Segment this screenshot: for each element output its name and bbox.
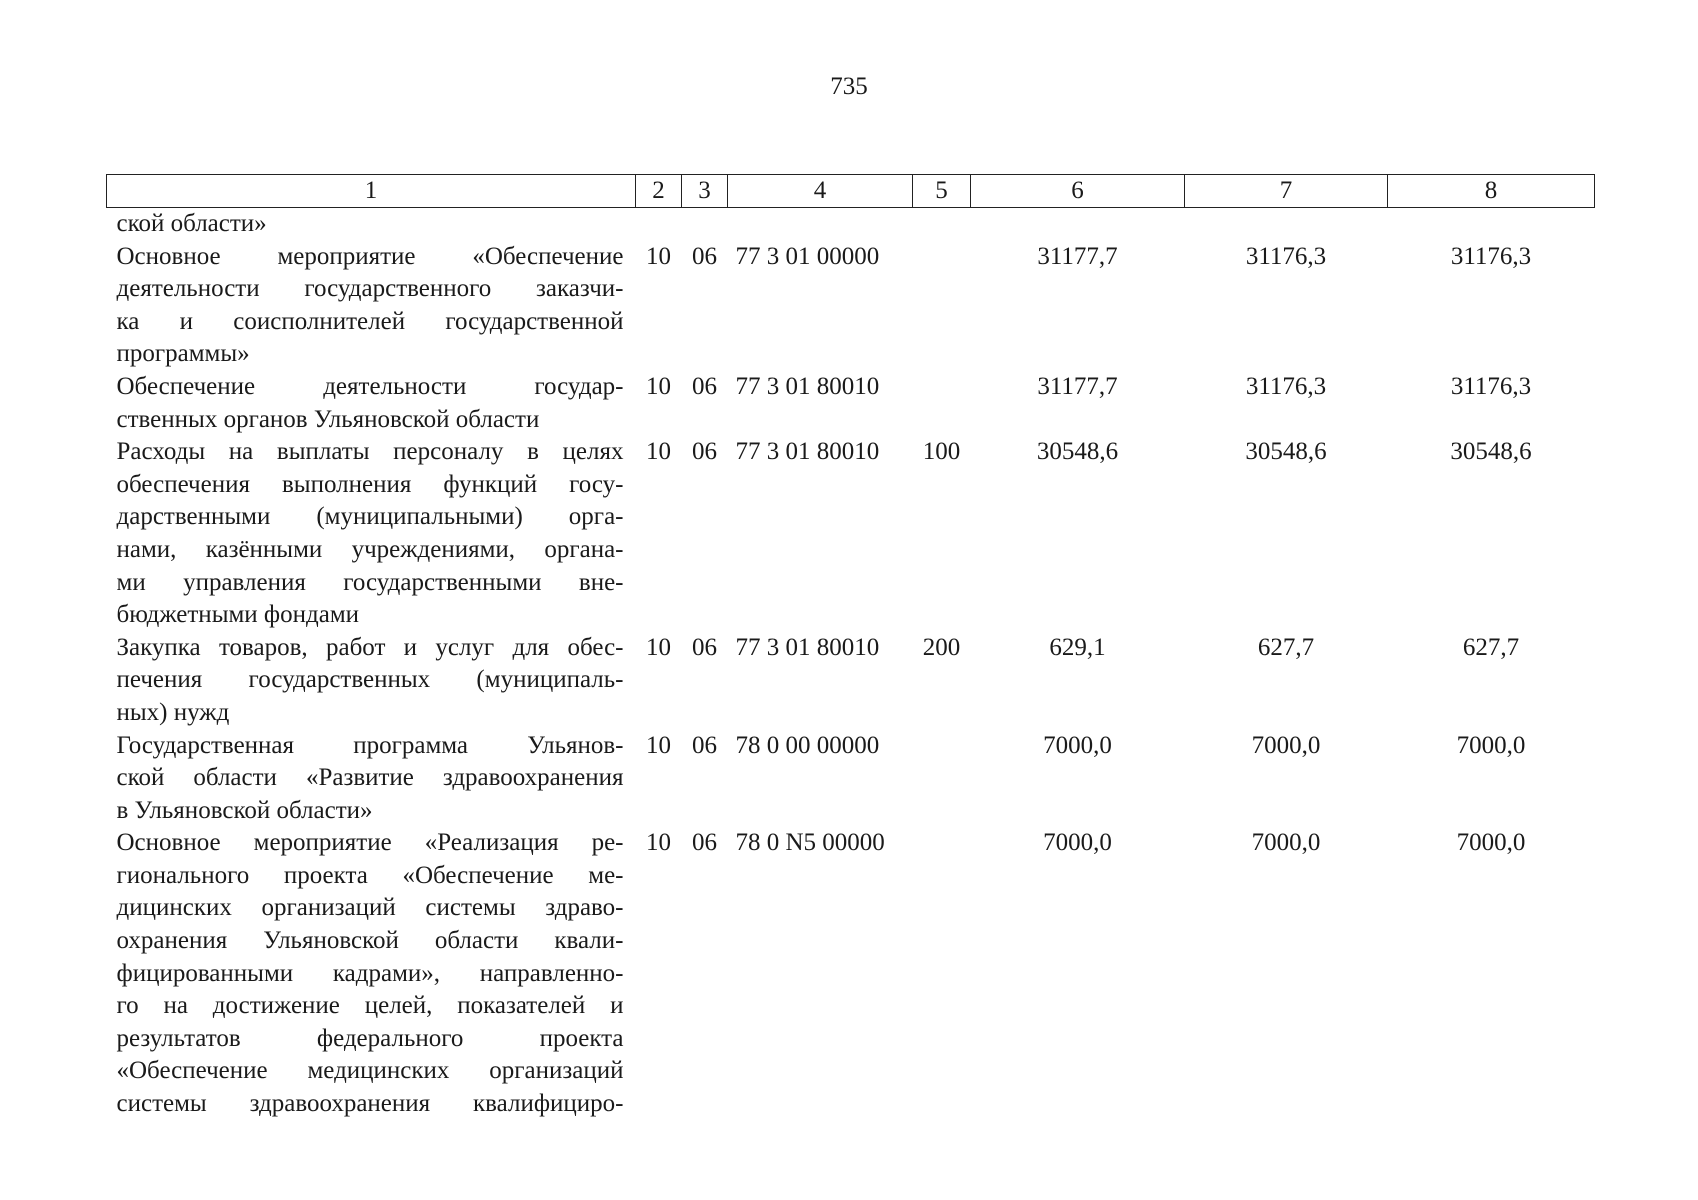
cell-section (636, 208, 682, 241)
row-name-line: деятельности государственного заказчи- (116, 275, 624, 303)
cell-subsection: 06 (692, 372, 717, 400)
cell-amount-col7: 31176,3 (1245, 372, 1327, 400)
cell-target-code: 77 3 01 00000 (735, 242, 880, 270)
cell-amount-col7: 7000,0 (1251, 731, 1321, 759)
cell-amount-col8 (1388, 208, 1595, 241)
row-name-line: Обеспечение деятельности государ- (116, 372, 624, 400)
header-col-3: 3 (682, 175, 728, 208)
table-header-row (107, 175, 1595, 208)
row-name-line: го на достижение целей, показателей и (116, 992, 624, 1020)
row-name-line: ми управления государственными вне- (116, 568, 624, 596)
header-col-5: 5 (913, 175, 971, 208)
cell-amount-col8: 7000,0 (1456, 829, 1526, 857)
cell-expense-type (913, 730, 971, 828)
row-name-line: Основное мероприятие «Реализация ре- (116, 829, 624, 857)
cell-amount-col6 (971, 208, 1185, 241)
row-name-line: «Обеспечение медицинских организаций (116, 1057, 624, 1085)
row-name (107, 827, 636, 1120)
cell-target-code: 77 3 01 80010 (735, 372, 880, 400)
header-col-2: 2 (636, 175, 682, 208)
cell-section: 10 (646, 829, 671, 857)
cell-amount-col7: 627,7 (1257, 633, 1315, 661)
cell-expense-type (913, 241, 971, 371)
table-row (107, 730, 1595, 828)
header-col-8: 8 (1388, 175, 1595, 208)
cell-expense-type (913, 208, 971, 241)
row-name (107, 632, 636, 730)
cell-amount-col7: 30548,6 (1245, 438, 1327, 466)
row-name-line: ской области «Развитие здравоохранения (116, 764, 624, 792)
table-row (107, 827, 1595, 1120)
cell-section: 10 (646, 242, 671, 270)
row-name-line: печения государственных (муниципаль- (116, 666, 624, 694)
cell-section: 10 (646, 731, 671, 759)
cell-expense-type: 100 (922, 438, 961, 466)
cell-subsection: 06 (692, 731, 717, 759)
row-name-line: Государственная программа Ульянов- (116, 731, 624, 759)
cell-amount-col6: 7000,0 (1043, 829, 1112, 857)
header-col-1: 1 (107, 175, 636, 208)
row-name-line: ных) нужд (116, 698, 230, 726)
row-name (107, 241, 636, 371)
cell-amount-col7: 31176,3 (1245, 242, 1327, 270)
page-number: 735 (830, 73, 868, 100)
header-col-4: 4 (728, 175, 913, 208)
row-name-line: дицинских организаций системы здраво- (116, 894, 624, 922)
cell-subsection (682, 208, 728, 241)
header-col-7: 7 (1185, 175, 1388, 208)
row-name-line: в Ульяновской области» (116, 796, 373, 824)
cell-target-code: 77 3 01 80010 (735, 438, 880, 466)
cell-section: 10 (646, 438, 671, 466)
table-row (107, 241, 1595, 371)
cell-amount-col6: 30548,6 (1036, 438, 1119, 466)
cell-amount-col8: 31176,3 (1450, 242, 1532, 270)
cell-amount-col8: 7000,0 (1456, 731, 1526, 759)
row-name-line: нами, казёнными учреждениями, органа- (116, 535, 624, 563)
cell-amount-col6: 31177,7 (1037, 372, 1118, 400)
row-name-line: системы здравоохранения квалифициро- (116, 1090, 624, 1118)
row-name-line: результатов федерального проекта (116, 1024, 624, 1052)
row-name-line: бюджетными фондами (116, 601, 360, 629)
cell-section: 10 (646, 372, 671, 400)
row-name (107, 436, 636, 632)
cell-expense-type (913, 371, 971, 436)
row-name-line: ственных органов Ульяновской области (116, 405, 540, 433)
table-row (107, 208, 1595, 241)
cell-amount-col6: 7000,0 (1043, 731, 1112, 759)
row-name-line: ской области» (116, 210, 267, 237)
row-name-line: фицированными кадрами», направленно- (116, 959, 624, 987)
table-row (107, 371, 1595, 436)
header-col-6: 6 (971, 175, 1185, 208)
row-name-line: охранения Ульяновской области квали- (116, 927, 624, 955)
row-name-line: Основное мероприятие «Обеспечение (116, 242, 624, 270)
cell-expense-type: 200 (922, 633, 961, 661)
table-row (107, 436, 1595, 632)
row-name-line: дарственными (муниципальными) орга- (116, 503, 624, 531)
cell-amount-col8: 30548,6 (1450, 438, 1532, 466)
row-name-line: гионального проекта «Обеспечение ме- (116, 861, 624, 889)
cell-amount-col8: 627,7 (1462, 633, 1520, 661)
row-name (107, 730, 636, 828)
row-name (107, 208, 636, 241)
row-name-line: программы» (116, 340, 250, 368)
cell-target-code: 78 0 N5 00000 (735, 829, 885, 857)
cell-expense-type (913, 827, 971, 1120)
row-name-line: обеспечения выполнения функций госу- (116, 470, 624, 498)
cell-amount-col7: 7000,0 (1251, 829, 1321, 857)
cell-section: 10 (646, 633, 671, 661)
cell-subsection: 06 (692, 829, 717, 857)
cell-amount-col7 (1185, 208, 1388, 241)
cell-amount-col6: 629,1 (1049, 633, 1106, 661)
budget-table (106, 174, 1595, 1121)
cell-target-code (728, 208, 913, 241)
cell-subsection: 06 (692, 242, 717, 270)
table-row (107, 632, 1595, 730)
cell-target-code: 77 3 01 80010 (735, 633, 880, 661)
row-name (107, 371, 636, 436)
cell-amount-col6: 31177,7 (1037, 242, 1118, 270)
cell-subsection: 06 (692, 633, 717, 661)
cell-subsection: 06 (692, 438, 717, 466)
row-name-line: Расходы на выплаты персоналу в целях (116, 438, 624, 466)
cell-target-code: 78 0 00 00000 (735, 731, 880, 759)
row-name-line: ка и соисполнителей государственной (116, 307, 624, 335)
row-name-line: Закупка товаров, работ и услуг для обес- (116, 633, 624, 661)
cell-amount-col8: 31176,3 (1450, 372, 1532, 400)
